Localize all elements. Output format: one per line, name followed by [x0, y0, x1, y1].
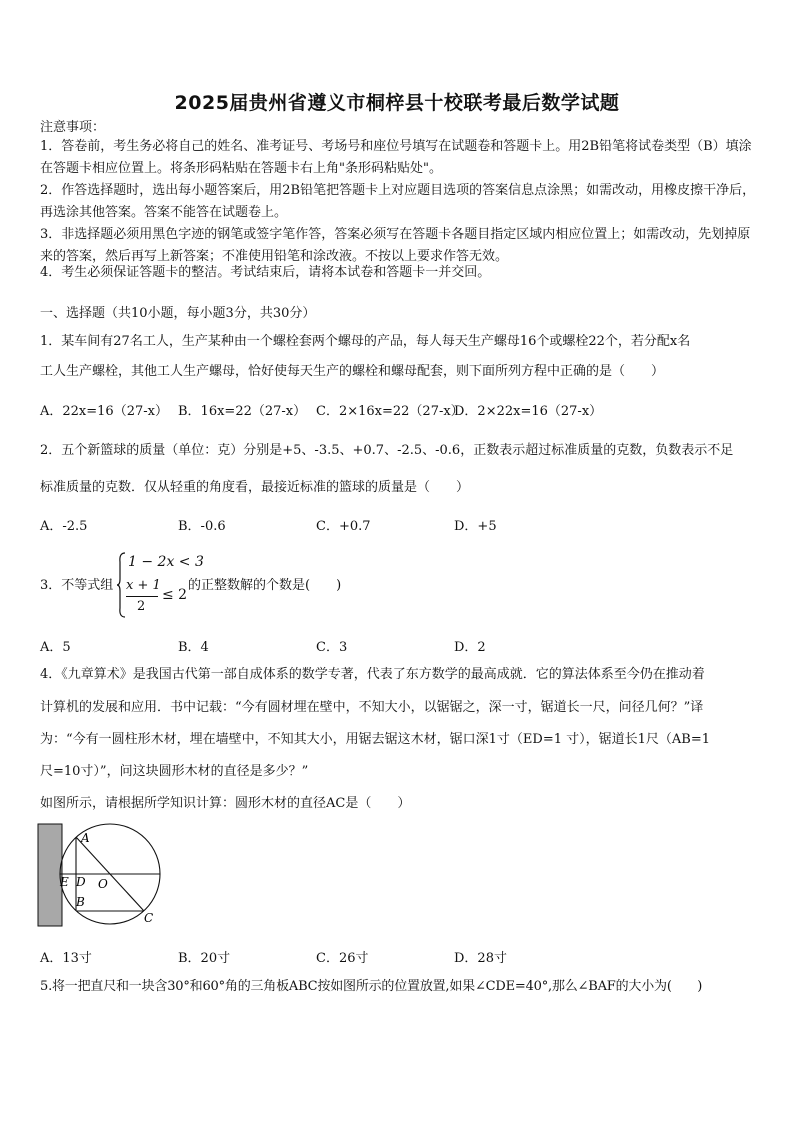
q3-option-a: A．5	[40, 640, 71, 655]
q2-option-d: D．+5	[454, 519, 497, 534]
fraction-numerator: x + 1	[126, 578, 161, 593]
notes-heading: 注意事项：	[40, 120, 106, 135]
note-item-2: 2．作答选择题时，选出每小题答案后，用2B铅笔把答题卡上对应题目选项的答案信息点涂黑；如需改动，用橡皮擦干净后，再选涂其他答案。答案不能答在试题卷上。	[40, 183, 756, 220]
q4-option-b: B．20寸	[178, 951, 231, 966]
inequality-1: 1 − 2x < 3	[128, 554, 204, 570]
section-heading: 一、选择题（共10小题，每小题3分，共30分）	[40, 306, 316, 321]
inequality-2-rhs: ≤ 2	[162, 587, 188, 603]
q1-line-1: 1．某车间有27名工人，生产某种由一个螺栓套两个螺母的产品，每人每天生产螺母16个或螺栓22个，若分配x名	[40, 334, 691, 349]
q4-option-a: A．13寸	[40, 951, 92, 966]
q1-line-2: 工人生产螺栓，其他工人生产螺母，恰好使每天生产的螺栓和螺母配套，则下面所列方程中正确的是（ ）	[40, 364, 665, 379]
page-title: 2025届贵州省遵义市桐梓县十校联考最后数学试题	[174, 92, 620, 114]
note-item-4: 4．考生必须保证答题卡的整洁。考试结束后，请将本试卷和答题卡一并交回。	[40, 265, 491, 280]
fraction-denominator: 2	[137, 599, 146, 614]
q3-option-b: B．4	[178, 640, 209, 655]
q2-line-1: 2．五个新篮球的质量（单位：克）分别是+5、-3.5、+0.7、-2.5、-0.6，正数表示超过标准质量的克数，负数表示不足	[40, 443, 734, 458]
fraction-bar	[126, 596, 158, 597]
circle-wall-figure	[36, 822, 166, 928]
inequality-brace	[116, 552, 126, 618]
q4-option-c: C．26寸	[316, 951, 369, 966]
wall-shape	[38, 824, 62, 926]
label-d: D	[76, 875, 86, 889]
label-c: C	[144, 911, 154, 925]
q4-line-2: 计算机的发展和应用．书中记载：“今有圆材埋在壁中，不知大小，以锯锯之，深一寸，锯道长一尺，问径几何？”译	[40, 700, 704, 715]
q3-option-c: C．3	[316, 640, 348, 655]
label-e: E	[60, 875, 69, 889]
q1-option-d: D．2×22x=16（27-x）	[454, 404, 603, 419]
q4-line-3: 为：“今有一圆柱形木材，埋在墙壁中，不知其大小，用锯去锯这木材，锯口深1寸（ED=1 寸），锯道长1尺（AB=1	[40, 732, 711, 747]
q2-option-a: A．-2.5	[40, 519, 88, 534]
note-item-1: 1．答卷前，考生务必将自己的姓名、准考证号、考场号和座位号填写在试题卷和答题卡上。用2B铅笔将试卷类型（B）填涂在答题卡相应位置上。将条形码粘贴在答题卡右上角"条形码粘贴处"。	[40, 139, 752, 176]
note-item-3: 3．非选择题必须用黑色字迹的钢笔或签字笔作答，答案必须写在答题卡各题目指定区域内相应位置上；如需改动，先划掉原来的答案，然后再写上新答案；不准使用铅笔和涂改液。不按以上要求作答无效。	[40, 227, 751, 264]
label-b: B	[76, 895, 85, 909]
q2-option-c: C．+0.7	[316, 519, 371, 534]
q2-line-2: 标准质量的克数．仅从轻重的角度看，最接近标准的篮球的质量是（ ）	[40, 480, 470, 495]
q4-line-1: 4．《九章算术》是我国古代第一部自成体系的数学专著，代表了东方数学的最高成就．它的算法体系至今仍在推动着	[40, 667, 705, 682]
q4-option-d: D．28寸	[454, 951, 507, 966]
q1-option-a: A．22x=16（27-x）	[40, 404, 168, 419]
q1-option-b: B．16x=22（27-x）	[178, 404, 307, 419]
q4-line-5: 如图所示，请根据所学知识计算：圆形木材的直径AC是（ ）	[40, 796, 411, 811]
q5-line-1: 5.将一把直尺和一块含30°和60°角的三角板ABC按如图所示的位置放置,如果∠CDE=40°,那么∠BAF的大小为( )	[40, 979, 703, 994]
q4-line-4: 尺=10寸）”，问这块圆形木材的直径是多少？”	[40, 764, 309, 779]
label-o: O	[98, 877, 108, 891]
q2-option-b: B．-0.6	[178, 519, 226, 534]
q3-option-d: D．2	[454, 640, 486, 655]
label-a: A	[81, 831, 90, 845]
q3-prefix: 3．不等式组	[40, 578, 114, 593]
q1-option-c: C．2×16x=22（27-x）	[316, 404, 464, 419]
q3-suffix: 的正整数解的个数是( )	[188, 578, 342, 593]
